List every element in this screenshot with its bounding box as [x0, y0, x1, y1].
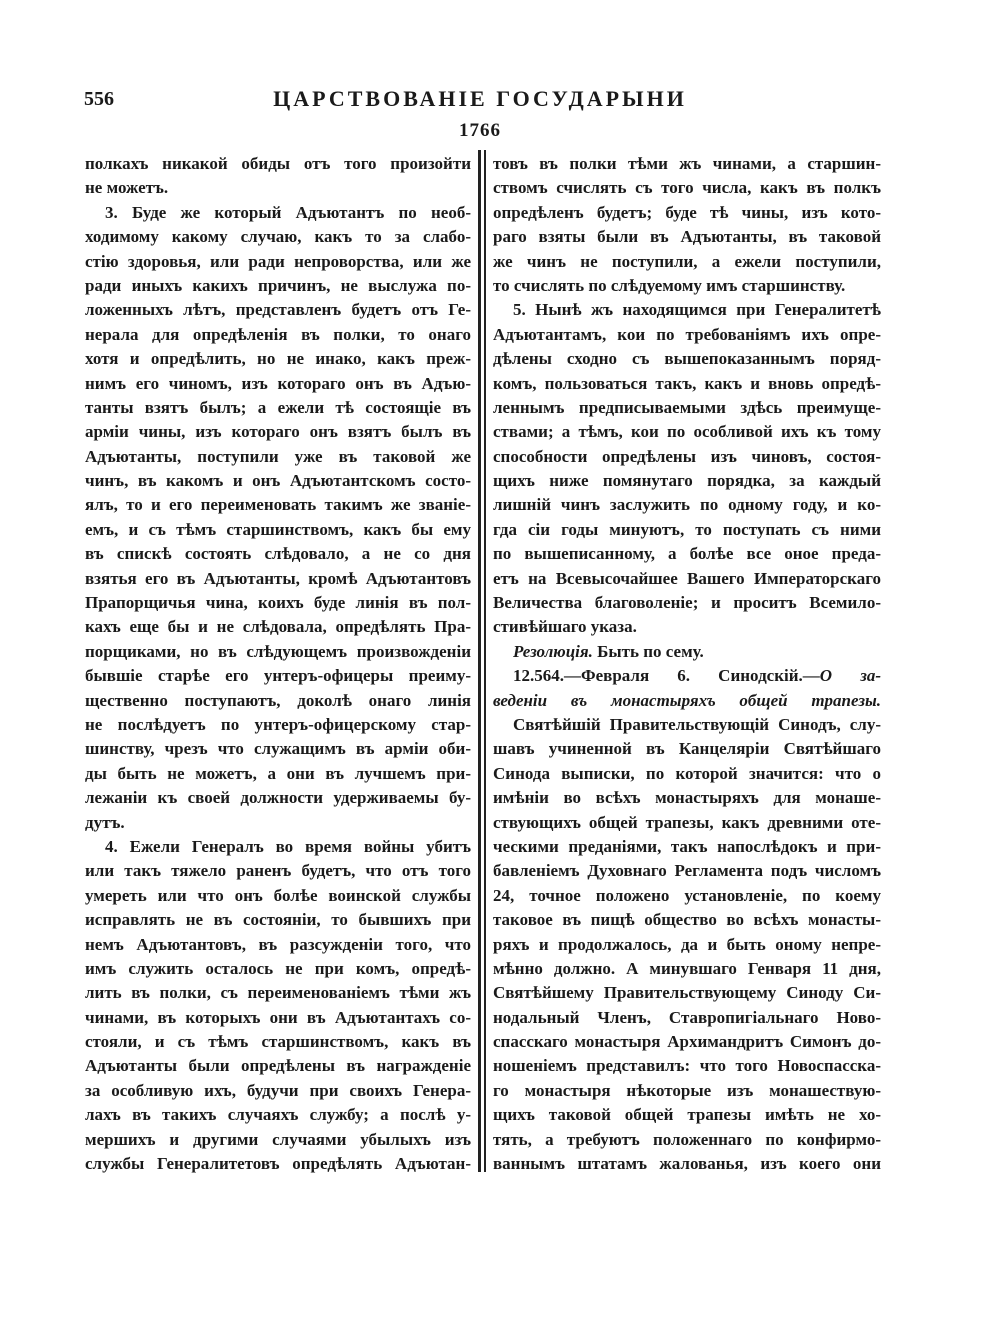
text-line: немъ Адъютантовъ, въ разсужденіи того, что — [85, 934, 471, 954]
text-line: арміи чины, изъ котораго онъ взятъ былъ въ — [85, 422, 471, 442]
text-line: нимъ его чиномъ, изъ котораго онъ въ Адъю- — [85, 373, 471, 393]
page-number: 556 — [84, 88, 114, 110]
text-line — [493, 640, 881, 664]
text-line: щихъ ниже помянутаго порядка, за каждый — [493, 471, 881, 491]
text-line: 5. Нынѣ жъ находящимся при Генералитетѣ — [513, 300, 881, 320]
text-line: Величества благоволеніе; и проситъ Всемило- — [493, 593, 881, 613]
text-line: хотя и опредѣлить, но не инако, какъ преж- — [85, 349, 471, 369]
text-line: порщиками, но въ слѣдующемъ произвожденіи — [85, 641, 471, 661]
right-column — [493, 152, 881, 1176]
text-line: лахъ въ такихъ случаяхъ службу; а послѣ у- — [85, 1105, 471, 1125]
text-line: стояли, и съ тѣмъ старшинствомъ, какъ въ — [85, 1032, 471, 1052]
text-line: ствующихъ общей трапезы, какъ древними оте- — [493, 812, 881, 832]
text-line: ношеніемъ представилъ: что того Новоспасска- — [493, 1056, 881, 1076]
text-line: 3. Буде же который Адъютантъ по необ- — [105, 202, 471, 222]
text-span: 12.564.—Февраля 6. Синодскій.— — [513, 666, 820, 686]
text-line: ствами; а тѣмъ, кои по особливой ихъ къ тому — [493, 422, 881, 442]
text-line: то счислять по слѣдуемому имъ старшинству. — [493, 275, 846, 295]
text-line: ствомъ счислять съ того числа, какъ въ полкъ — [493, 178, 881, 198]
text-line: 24, точное положено установленіе, по коему — [493, 885, 881, 905]
text-line: леннымъ предписываемыми здѣсь преимуще- — [493, 397, 881, 417]
text-line: 4. Ежели Генералъ во время войны убитъ — [105, 836, 471, 856]
text-line: гда сіи годы минуютъ, то поступать съ ними — [493, 519, 881, 539]
text-line: или такъ тяжело раненъ будетъ, что отъ того — [85, 861, 471, 881]
text-line: Адъютанты, поступили уже въ таковой же — [85, 446, 471, 466]
text-line: ради иныхъ какихъ причинъ, не выслужа по- — [85, 275, 471, 295]
text-line: исправлять не въ состояніи, то бывшихъ при — [85, 910, 471, 930]
text-line: ваннымъ штатамъ жалованья, изъ коего они — [493, 1154, 881, 1174]
text-line: Синода выписки, по которой значится: что о — [493, 763, 881, 783]
text-line: нодальный Членъ, Ставропигіальнаго Ново- — [493, 1007, 881, 1027]
text-line: взятья его въ Адъютанты, кромѣ Адъютантовъ — [85, 568, 471, 588]
text-line: Адъютанты были опредѣлены въ награжденіе — [85, 1056, 471, 1076]
text-line: Прапорщичья чина, коихъ буде линія въ пол- — [85, 593, 471, 613]
text-line — [493, 689, 881, 713]
text-line: го монастыря нѣкоторые изъ монашествую- — [493, 1080, 881, 1100]
text-line: товъ въ полки тѣми жъ чинами, а старшин- — [493, 154, 881, 173]
left-column — [85, 152, 471, 1176]
text-line: не можетъ. — [85, 178, 169, 198]
text-line: емъ, и съ тѣмъ старшинствомъ, какъ бы ему — [85, 519, 471, 539]
year-heading: 1766 — [459, 120, 501, 141]
text-line: стивѣйшаго указа. — [493, 617, 637, 637]
text-line: раго взяты были въ Адъютанты, въ таковой — [493, 227, 881, 247]
text-line: ды быть не можетъ, а они въ лучшемъ при- — [85, 763, 471, 783]
italic-text: веденіи въ монастыряхъ общей трапезы. — [493, 690, 881, 710]
text-line: бывшіе старѣе его унтеръ-офицеры преиму- — [85, 666, 471, 686]
text-line: нерала для опредѣленія въ полки, то онаго — [85, 324, 471, 344]
text-line: чинами, въ которыхъ они въ Адъютантахъ со- — [85, 1007, 471, 1027]
text-line: полкахъ никакой обиды отъ того произойти — [85, 154, 471, 173]
text-line: шинству, чрезъ что служащимъ въ арміи оби- — [85, 739, 471, 759]
text-line: умереть или что онъ болѣе воинской службы — [85, 885, 471, 905]
text-line: не послѣдуетъ по унтеръ-офицерскому стар- — [85, 714, 471, 734]
text-line: комъ, пользоваться такъ, какъ и вновь опредѣ- — [493, 373, 881, 393]
text-line: Адъютантамъ, кои по требованіямъ ихъ опре- — [493, 324, 881, 344]
text-line: дутъ. — [85, 812, 125, 832]
column-divider — [478, 150, 486, 1172]
text-line: ялъ, то и его переименовать такимъ же званіе- — [85, 495, 471, 515]
text-line: бавленіемъ Духовнаго Регламента подъ числомъ — [493, 861, 881, 881]
text-line: дѣлены сходно съ вышепоказаннымъ поряд- — [493, 349, 881, 369]
text-line: спасскаго монастыря Архимандритъ Симонъ до- — [493, 1032, 881, 1052]
text-line: ложенныхъ лѣтъ, представленъ будетъ отъ Ге- — [85, 300, 471, 320]
text-line: мершихъ и другими случаями убылыхъ изъ — [85, 1129, 471, 1149]
text-line: за особливую ихъ, будучи при своихъ Генера- — [85, 1080, 471, 1100]
text-line: ческими преданіями, такъ напослѣдокъ и при- — [493, 836, 881, 856]
text-line: лить въ полки, съ переименованіемъ тѣми жъ — [85, 983, 471, 1003]
text-line: таковое въ пищѣ общество во всѣхъ монасты- — [493, 910, 881, 930]
text-line: чинъ, въ какомъ и онъ Адъютантскомъ состо- — [85, 471, 471, 491]
text-line: лежаніи къ своей должности удерживаемы бу- — [85, 788, 471, 808]
text-line: мѣнно должно. А минувшаго Генваря 11 дня, — [493, 958, 881, 978]
text-line: ходимому какому случаю, какъ то за слабо- — [85, 227, 471, 247]
text-line: кахъ еще бы и не слѣдовала, опредѣлять Пра- — [85, 617, 471, 637]
text-line: способности опредѣлены изъ чиновъ, состоя- — [493, 446, 881, 466]
running-title: ЦАРСТВОВАНІЕ ГОСУДАРЫНИ — [273, 86, 687, 111]
text-line: же чинъ не поступили, а ежели поступили, — [493, 251, 881, 271]
text-line: тять, а требуютъ положеннаго по конфирмо- — [493, 1129, 881, 1149]
text-line: по вышеписанному, а болѣе все оное преда- — [493, 544, 881, 564]
text-line — [493, 664, 881, 688]
italic-text: О за- — [819, 666, 881, 686]
text-line: опредѣленъ будетъ; буде тѣ чины, изъ кото- — [493, 202, 881, 222]
text-line: етъ на Всевысочайшее Вашего Императорскаго — [493, 568, 881, 588]
text-line: имѣніи во всѣхъ монастыряхъ для монаше- — [493, 788, 881, 808]
text-line: Святѣйшій Правительствующій Синодъ, слу- — [513, 714, 881, 734]
text-line: лишній чинъ заслужить по одному году, и ко- — [493, 495, 881, 515]
text-line: имъ служить осталось не при комъ, опредѣ- — [85, 958, 471, 978]
text-line: ряхъ и продолжалось, да и быть оному непре- — [493, 934, 881, 954]
italic-text: Резолюція. — [513, 641, 593, 661]
text-line: шавъ учиненной въ Канцеляріи Святѣйшаго — [493, 739, 881, 759]
text-span: Быть по сему. — [592, 641, 704, 661]
text-line: службы Генералитетовъ опредѣлять Адъютан- — [85, 1154, 471, 1174]
text-line: щихъ таковой общей трапезы имѣть не хо- — [493, 1105, 881, 1125]
text-line: танты взятъ былъ; а ежели тѣ состоящіе въ — [85, 397, 471, 417]
text-line: въ спискѣ состоять слѣдовало, а не со дня — [85, 544, 471, 564]
text-line: Святѣйшему Правительствующему Синоду Си- — [493, 983, 881, 1003]
text-line: стію здоровья, или ради непроворства, или же — [85, 251, 471, 271]
text-line: щественно поступаютъ, доколѣ онаго линія — [85, 690, 471, 710]
